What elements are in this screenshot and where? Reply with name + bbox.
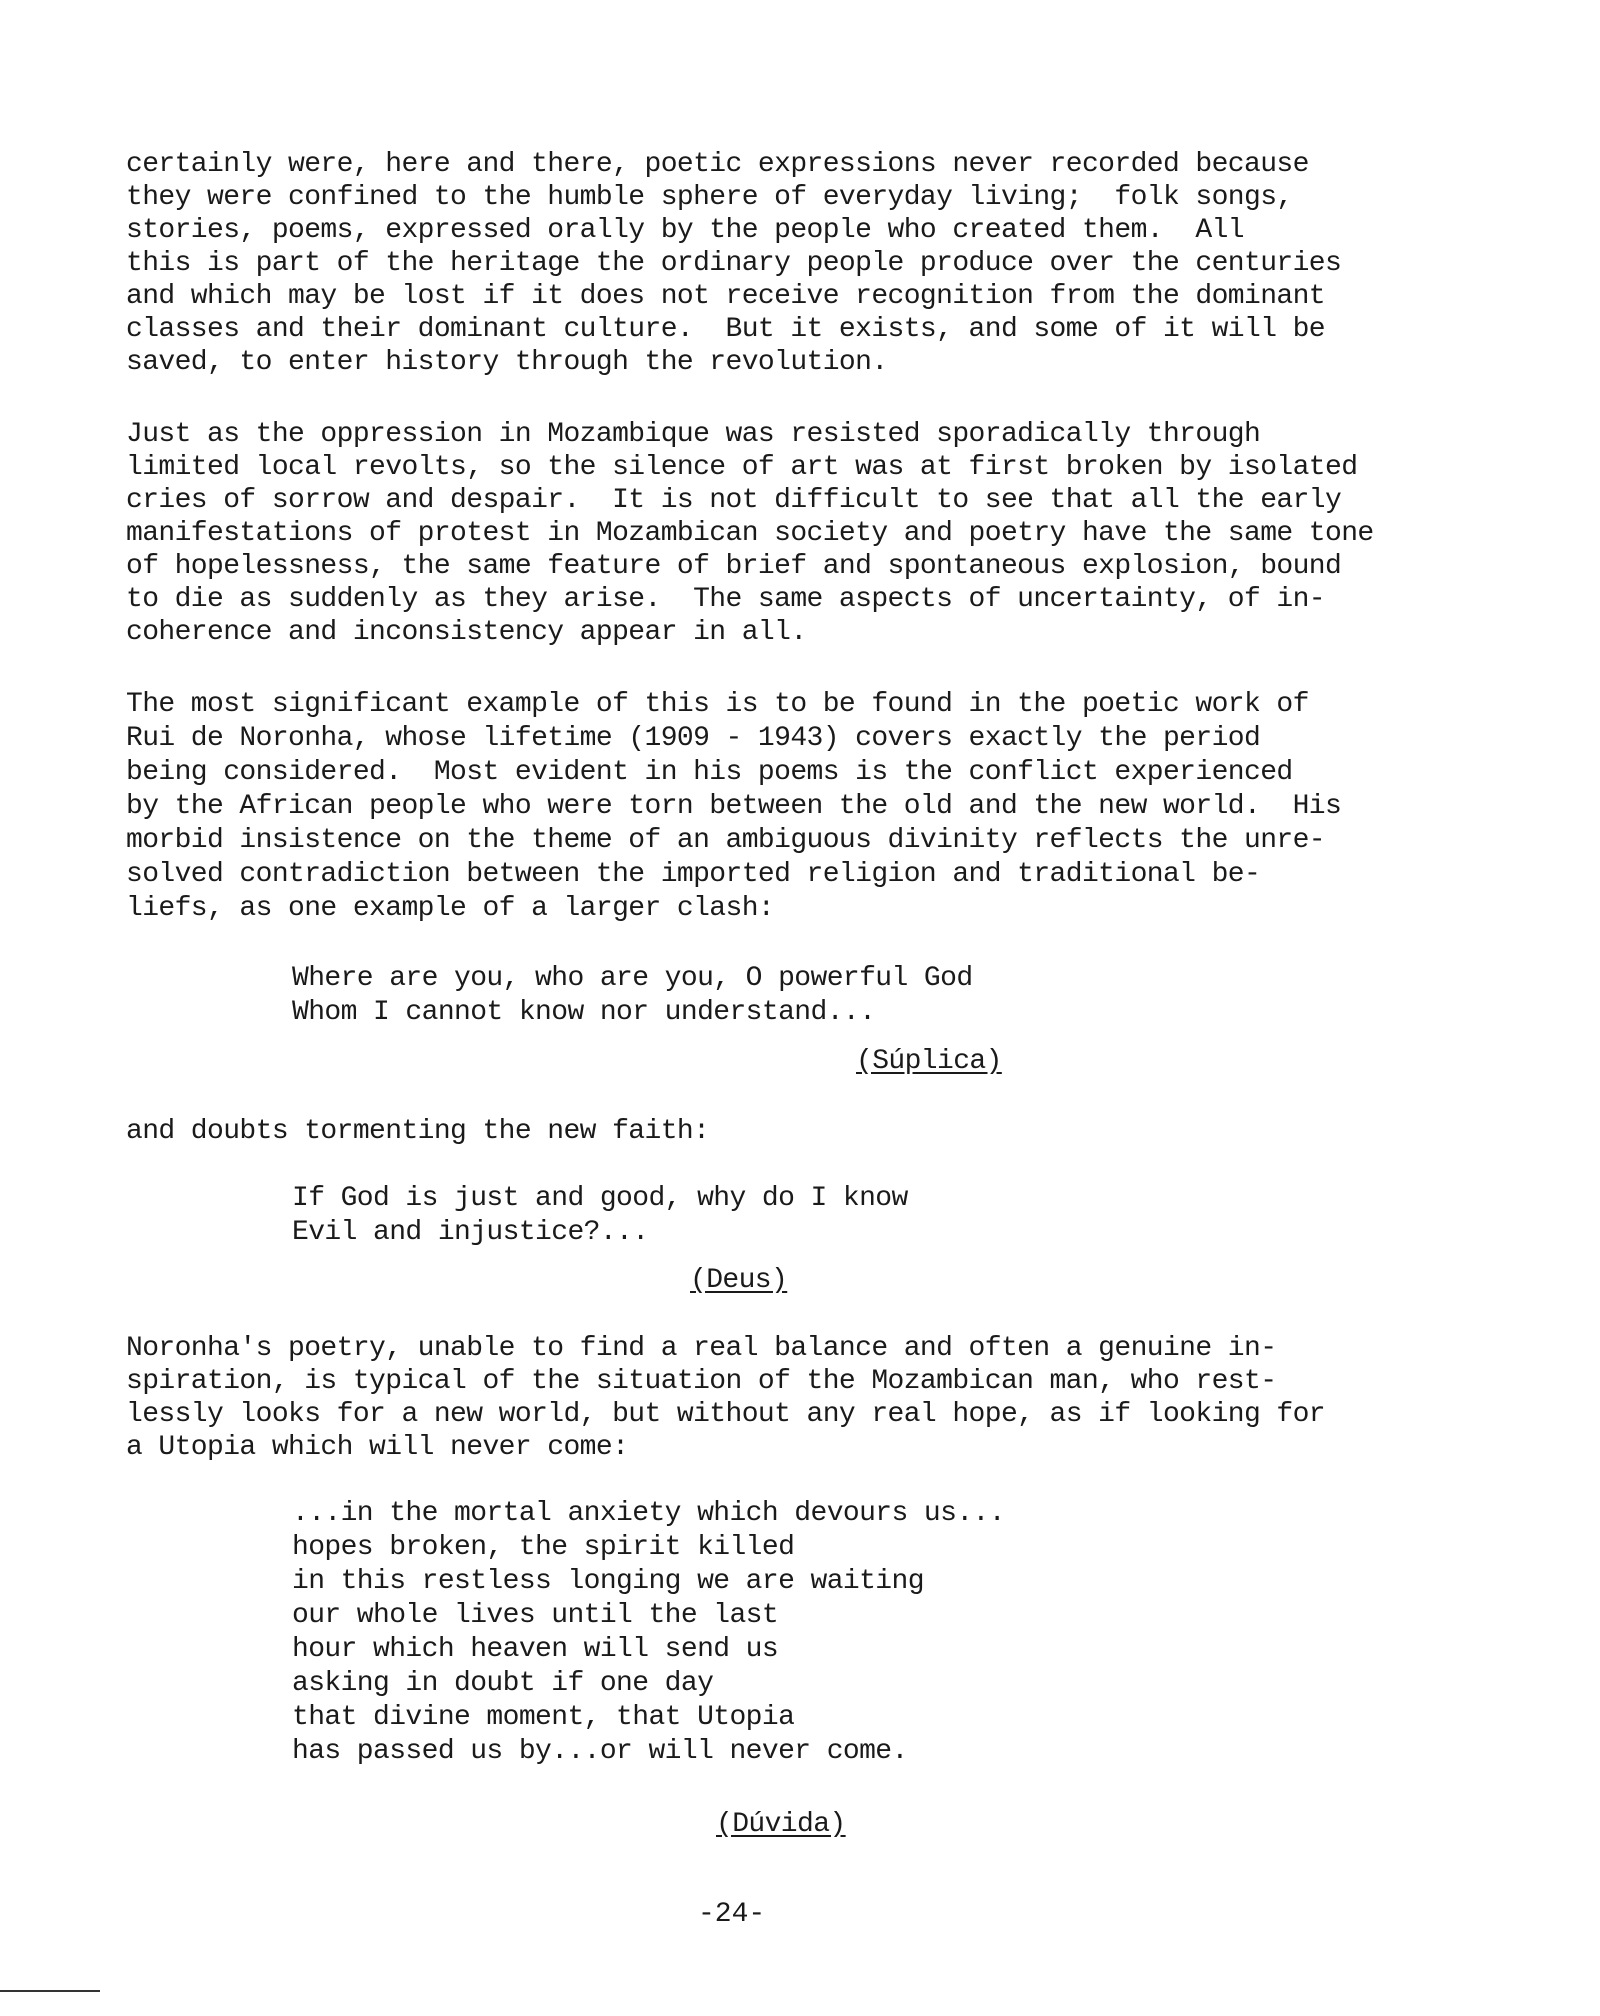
text-line: to die as suddenly as they arise. The same aspects of uncertainty, of in- (126, 584, 1326, 615)
text-line: by the African people who were torn between the old and the new world. His (126, 791, 1342, 822)
text-line: Rui de Noronha, whose lifetime (1909 - 1943) covers exactly the period (126, 723, 1261, 754)
text-line: liefs, as one example of a larger clash: (126, 893, 775, 924)
verse-line: ...in the mortal anxiety which devours us... (292, 1498, 1005, 1529)
text-line: manifestations of protest in Mozambican society and poetry have the same tone (126, 518, 1374, 549)
text-line: saved, to enter history through the revolution. (126, 347, 888, 378)
text-line: classes and their dominant culture. But it exists, and some of it will be (126, 314, 1326, 345)
page-number: -24- (698, 1899, 766, 1930)
verse-line: hour which heaven will send us (292, 1634, 779, 1665)
quote-source-deus: (Deus) (690, 1265, 788, 1296)
text-line: this is part of the heritage the ordinary people produce over the centuries (126, 248, 1342, 279)
text-line: a Utopia which will never come: (126, 1432, 629, 1463)
verse-line: hopes broken, the spirit killed (292, 1532, 795, 1563)
verse-line: Evil and injustice?... (292, 1217, 649, 1248)
verse-line: our whole lives until the last (292, 1600, 779, 1631)
text-line: Just as the oppression in Mozambique was resisted sporadically through (126, 419, 1261, 450)
text-line: Noronha's poetry, unable to find a real balance and often a genuine in- (126, 1333, 1277, 1364)
text-line: certainly were, here and there, poetic expressions never recorded because (126, 149, 1309, 180)
text-line: solved contradiction between the imported religion and traditional be- (126, 859, 1261, 890)
verse-line: has passed us by...or will never come. (292, 1736, 908, 1767)
text-line: lessly looks for a new world, but without any real hope, as if looking for (126, 1399, 1326, 1430)
text-line: and which may be lost if it does not receive recognition from the dominant (126, 281, 1326, 312)
quote-source-suplica: (Súplica) (856, 1046, 1002, 1077)
text-line: and doubts tormenting the new faith: (126, 1116, 710, 1147)
text-line: they were confined to the humble sphere of everyday living; folk songs, (126, 182, 1293, 213)
verse-line: in this restless longing we are waiting (292, 1566, 924, 1597)
text-line: coherence and inconsistency appear in all. (126, 617, 807, 648)
text-line: cries of sorrow and despair. It is not difficult to see that all the early (126, 485, 1342, 516)
verse-line: asking in doubt if one day (292, 1668, 714, 1699)
text-line: The most significant example of this is to be found in the poetic work of (126, 689, 1309, 720)
text-line: stories, poems, expressed orally by the people who created them. All (126, 215, 1244, 246)
quote-source-duvida: (Dúvida) (716, 1809, 846, 1840)
margin-mark (0, 1990, 100, 1992)
text-line: limited local revolts, so the silence of art was at first broken by isolated (126, 452, 1358, 483)
verse-line: If God is just and good, why do I know (292, 1183, 908, 1214)
verse-line: that divine moment, that Utopia (292, 1702, 795, 1733)
text-line: being considered. Most evident in his poems is the conflict experienced (126, 757, 1293, 788)
text-line: of hopelessness, the same feature of brief and spontaneous explosion, bound (126, 551, 1342, 582)
text-line: morbid insistence on the theme of an ambiguous divinity reflects the unre- (126, 825, 1326, 856)
verse-line: Whom I cannot know nor understand... (292, 997, 876, 1028)
text-line: spiration, is typical of the situation of the Mozambican man, who rest- (126, 1366, 1277, 1397)
verse-line: Where are you, who are you, O powerful God (292, 963, 973, 994)
